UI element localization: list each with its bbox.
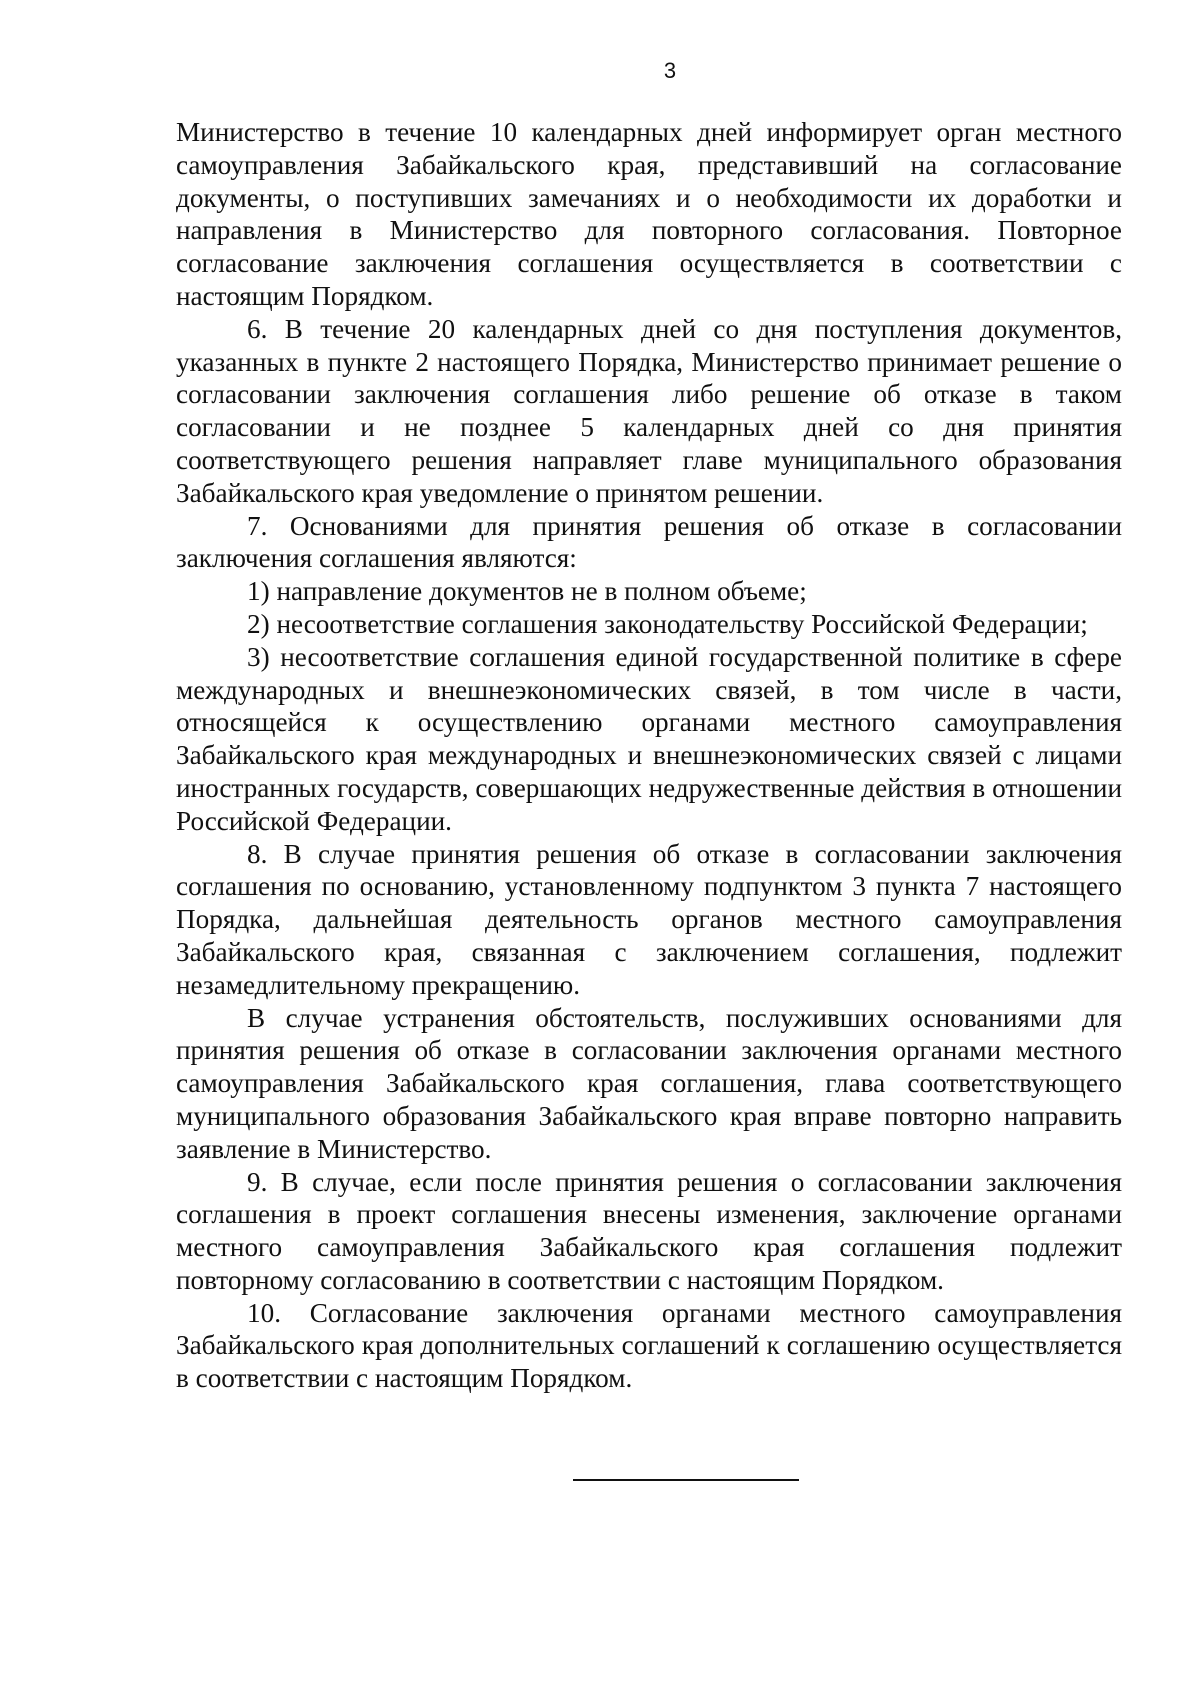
subitem-2: 2) несоответствие соглашения законодательству Российской Федерации;	[247, 608, 1088, 639]
end-of-document-divider	[573, 1479, 799, 1481]
paragraph-item-9: 9. В случае, если после принятия решения о согласовании заключения соглашения в проект соглашения внесены изменения, заключение органами местного самоуправления Забайкальского края соглашения подлежит повторному согласованию в соответствии с настоящим Порядком.	[176, 1166, 1122, 1295]
paragraph-continuation: Министерство в течение 10 календарных дней информирует орган местного самоуправления Забайкальского края, представивший на согласование документы, о поступивших замечаниях и о необходимости их доработки и направления в Министерство для повторного согласования. Повторное согласование заключения соглашения осуществляется в соответствии с настоящим Порядком.	[176, 117, 1122, 311]
paragraph-item-8-continuation: В случае устранения обстоятельств, послуживших основаниями для принятия решения об отказе в согласовании заключения органами местного самоуправления Забайкальского края соглашения, глава соответствующего муниципального образования Забайкальского края вправе повторно направить заявление в Министерство.	[176, 1002, 1122, 1164]
paragraph-item-10: 10. Согласование заключения органами местного самоуправления Забайкальского края дополнительных соглашений к соглашению осуществляется в соответствии с настоящим Порядком.	[176, 1297, 1122, 1394]
paragraph-item-7: 7. Основаниями для принятия решения об отказе в согласовании заключения соглашения являются:	[176, 510, 1122, 574]
page-number: 3	[663, 58, 677, 83]
paragraph-item-8: 8. В случае принятия решения об отказе в согласовании заключения соглашения по основанию, установленному подпунктом 3 пункта 7 настоящего Порядка, дальнейшая деятельность органов местного самоуправления Забайкальского края, связанная с заключением соглашения, подлежит незамедлительному прекращению.	[176, 838, 1122, 1000]
subitem-1: 1) направление документов не в полном объеме;	[247, 576, 807, 607]
subitem-3: 3) несоответствие соглашения единой государственной политике в сфере международных и внешнеэкономических связей, в том числе в части, относящейся к осуществлению органами местного самоуправления Забайкальского края международных и внешнеэкономических связей с лицами иностранных государств, совершающих недружественные действия в отношении Российской Федерации.	[176, 641, 1122, 836]
paragraph-item-6: 6. В течение 20 календарных дней со дня поступления документов, указанных в пункте 2 настоящего Порядка, Министерство принимает решение о согласовании заключения соглашения либо решение об отказе в таком согласовании и не позднее 5 календарных дней со дня принятия соответствующего решения направляет главе муниципального образования Забайкальского края уведомление о принятом решении.	[176, 313, 1122, 508]
document-body	[176, 116, 1122, 1395]
